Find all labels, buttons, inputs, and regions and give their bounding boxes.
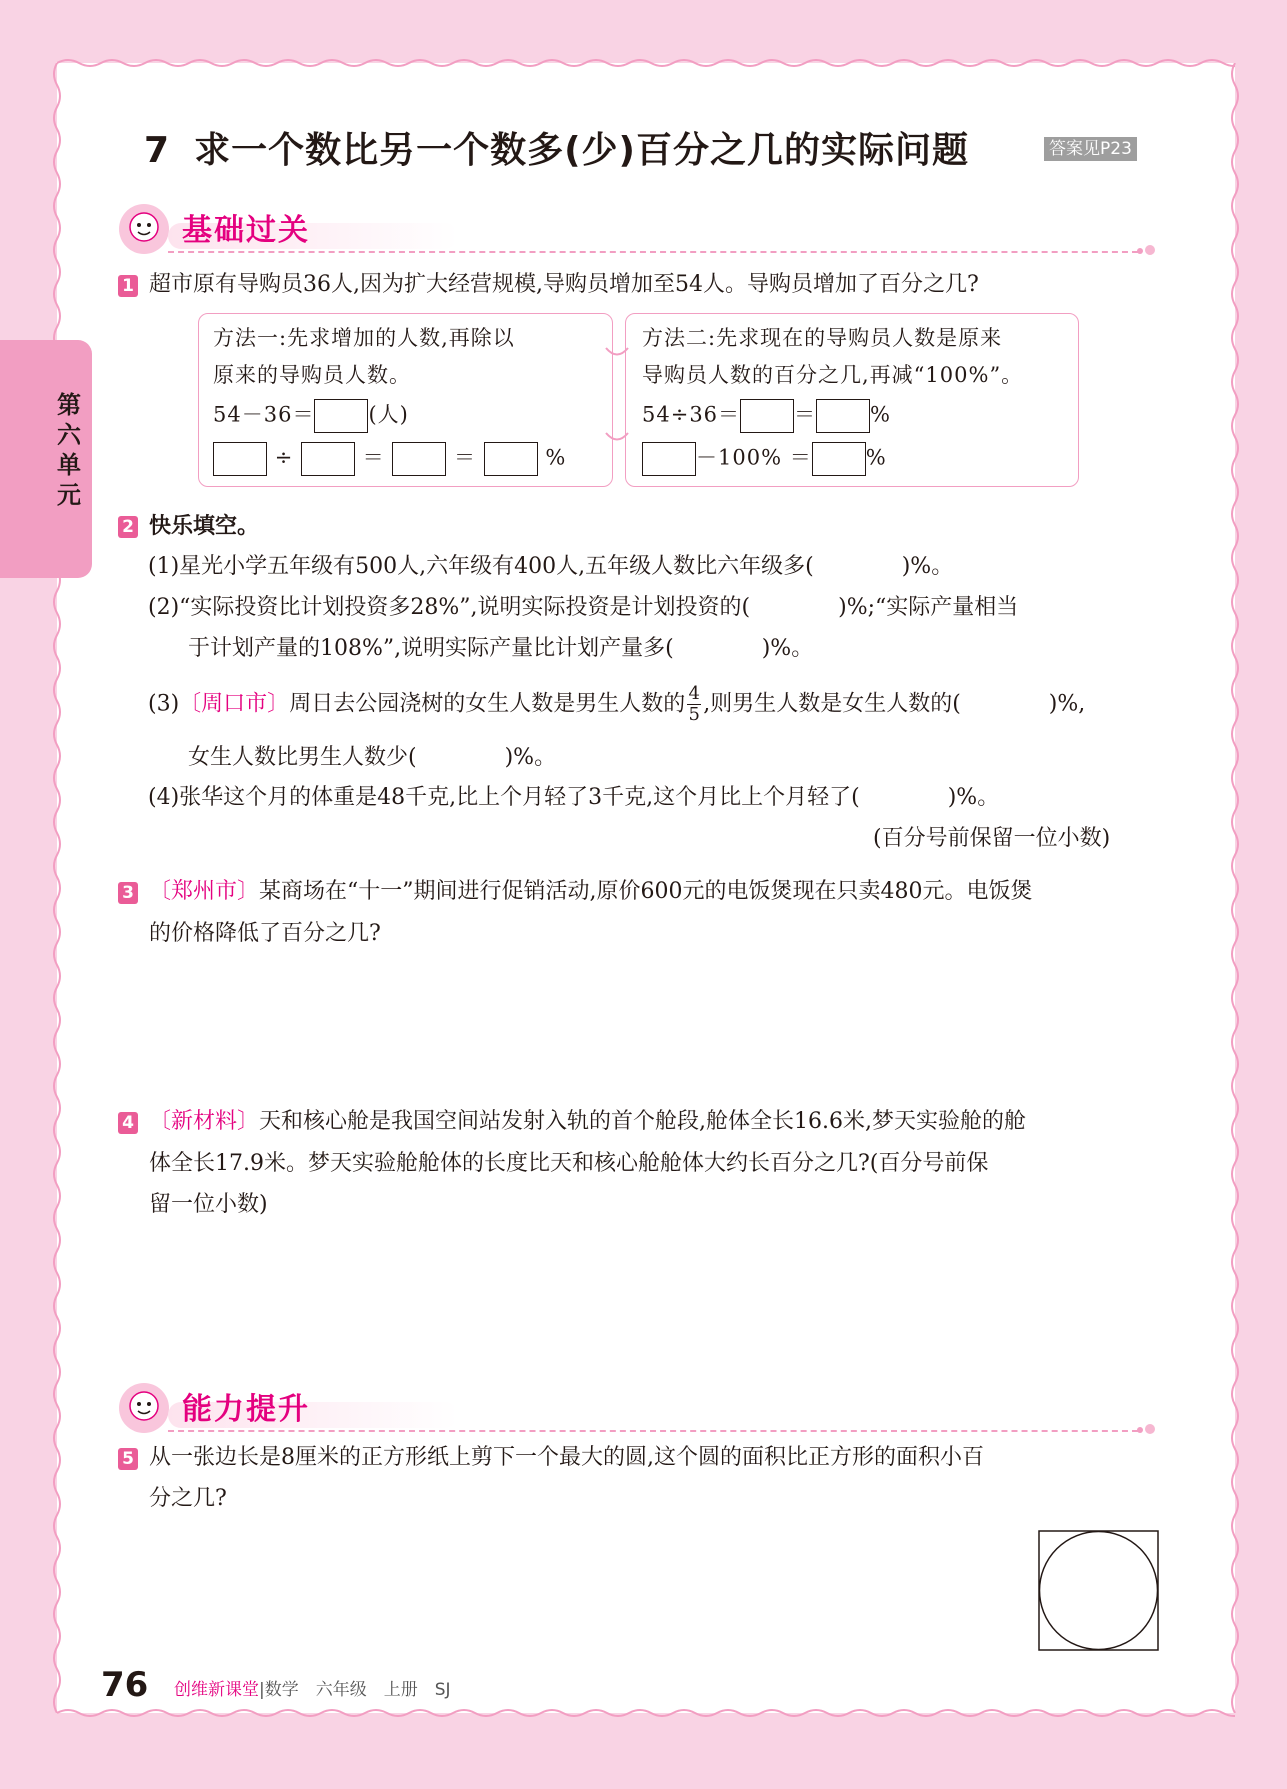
q2-part3-line2: 女生人数比男生人数少( )%。 [188, 745, 557, 770]
answer-blank[interactable] [816, 399, 870, 433]
source-tag: 〔周口市〕 [179, 691, 290, 717]
q4-line1: 〔新材料〕天和核心舱是我国空间站发射入轨的首个舱段,舱体全长16.6米,梦天实验舱的舱 [149, 1109, 1026, 1134]
section-label-basic: 基础过关 [182, 213, 310, 248]
answer-reference-badge: 答案见P23 [1044, 137, 1137, 161]
answer-blank[interactable] [484, 442, 538, 476]
section-label-advanced: 能力提升 [182, 1392, 310, 1427]
section-header-advanced [118, 1382, 1158, 1444]
question-number-2: 2 [118, 516, 138, 538]
answer-blank[interactable] [740, 399, 794, 433]
section-divider [168, 1430, 1138, 1432]
method1-line3: 54－36＝ (人) [213, 399, 409, 433]
wavy-right-border [1227, 63, 1243, 1713]
method1-line2: 原来的导购员人数。 [213, 363, 411, 387]
q3-line2: 的价格降低了百分之几? [149, 921, 381, 946]
wavy-bottom-border [57, 1705, 1235, 1721]
q4-line2: 体全长17.9米。梦天实验舱舱体的长度比天和核心舱舱体大约长百分之几?(百分号前保 [149, 1151, 989, 1176]
method-two-box [625, 313, 1079, 487]
method1-line4: ÷ ＝ ＝ % [213, 442, 566, 476]
answer-blank[interactable] [392, 442, 446, 476]
section-divider [168, 251, 1138, 253]
unit-tab [0, 340, 92, 578]
footer-info: 创维新课堂|数学 六年级 上册 SJ [174, 1680, 451, 1700]
source-tag: 〔郑州市〕 [149, 879, 260, 904]
method1-line1: 方法一:先求增加的人数,再除以 [213, 326, 515, 350]
question-number-4: 4 [118, 1112, 138, 1134]
mascot-icon [118, 1382, 170, 1434]
method2-line2: 导购员人数的百分之几,再减“100%”。 [642, 363, 1024, 387]
decor-dots-icon [1135, 243, 1159, 257]
answer-blank[interactable] [642, 442, 696, 476]
q2-part4: (4)张华这个月的体重是48千克,比上个月轻了3千克,这个月比上个月轻了( )%。 [148, 785, 1000, 810]
q5-line2: 分之几? [149, 1486, 227, 1511]
lesson-number: 7 [144, 130, 171, 171]
mascot-icon [118, 203, 170, 255]
square-with-circle-figure [1038, 1530, 1159, 1651]
q2-part2-line2: 于计划产量的108%”,说明实际产量比计划产量多( )%。 [188, 636, 814, 661]
q2-part2-line1: (2)“实际投资比计划投资多28%”,说明实际投资是计划投资的( )%;“实际产量相当 [148, 595, 1019, 620]
method2-line1: 方法二:先求现在的导购员人数是原来 [642, 326, 1003, 350]
wavy-top-border [57, 55, 1235, 71]
q4-line3: 留一位小数) [149, 1192, 268, 1217]
lesson-title: 求一个数比另一个数多(少)百分之几的实际问题 [194, 130, 969, 171]
answer-blank[interactable] [213, 442, 267, 476]
q2-part3-line1: (3)〔周口市〕周日去公园浇树的女生人数是男生人数的 $\frac{4}{5}$ ,则男生人数是女生人数的( )%, [148, 683, 1086, 725]
q2-part1: (1)星光小学五年级有500人,六年级有400人,五年级人数比六年级多( )%。 [148, 554, 954, 579]
source-tag: 〔新材料〕 [149, 1109, 260, 1134]
unit-tab-label: 第六单元 [57, 391, 81, 509]
q1-text: 超市原有导购员36人,因为扩大经营规模,导购员增加至54人。导购员增加了百分之几? [149, 272, 979, 297]
fraction: $\frac{4}{5}$ [688, 683, 700, 725]
wavy-left-border [49, 63, 65, 1713]
decor-dots-icon [1135, 1422, 1159, 1436]
q3-line1: 〔郑州市〕某商场在“十一”期间进行促销活动,原价600元的电饭煲现在只卖480元。电饭煲 [149, 879, 1033, 904]
book-info: 数学 六年级 上册 SJ [264, 1680, 451, 1700]
question-number-5: 5 [118, 1448, 138, 1470]
question-number-1: 1 [118, 275, 138, 297]
q2-heading: 快乐填空。 [149, 514, 260, 539]
method2-line3: 54÷36＝ ＝ % [642, 399, 891, 433]
method-one-box [198, 313, 613, 487]
brand-name: 创维新课堂 [174, 1680, 259, 1700]
section-header-basic [118, 203, 1158, 265]
method2-line4: －100% ＝ % [642, 442, 887, 476]
answer-blank[interactable] [301, 442, 355, 476]
page-title [144, 122, 969, 173]
answer-blank[interactable] [812, 442, 866, 476]
q2-part4-note: (百分号前保留一位小数) [873, 826, 1111, 851]
question-number-3: 3 [118, 882, 138, 904]
q5-line1: 从一张边长是8厘米的正方形纸上剪下一个最大的圆,这个圆的面积比正方形的面积小百 [149, 1445, 984, 1470]
page-number: 76 [101, 1665, 149, 1705]
answer-blank[interactable] [314, 399, 368, 433]
